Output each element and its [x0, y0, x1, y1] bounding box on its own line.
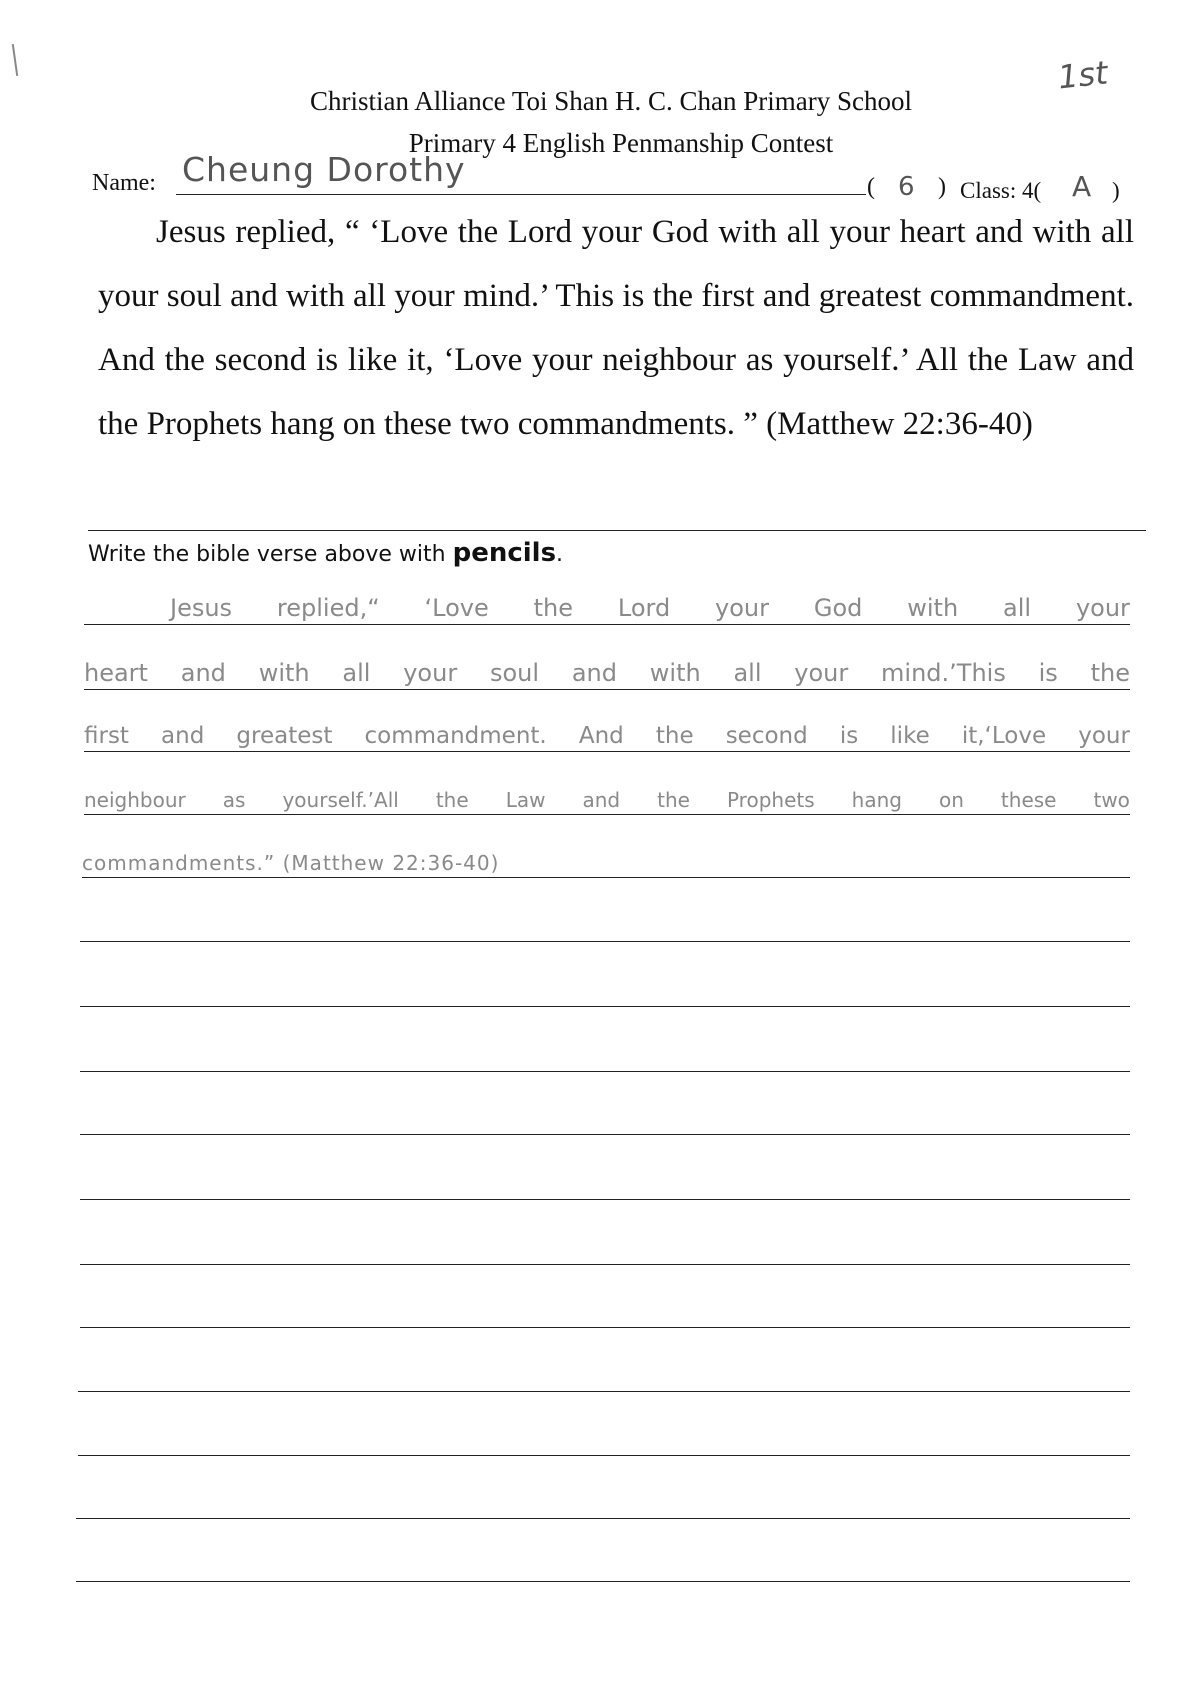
handwritten-word: yourself.’All: [282, 788, 399, 812]
handwritten-line-text: commandments.” (Matthew 22:36-40): [82, 851, 500, 875]
handwritten-word: is: [839, 723, 859, 749]
class-label: Class: 4(: [960, 178, 1042, 203]
writing-line: [80, 1010, 1130, 1072]
handwritten-word: your: [403, 659, 458, 687]
instruction-suffix: .: [556, 542, 564, 567]
writing-line: [80, 880, 1130, 942]
writing-line: [80, 1203, 1130, 1265]
handwritten-word: all: [1003, 594, 1032, 622]
school-name: Christian Alliance Toi Shan H. C. Chan Primary School: [309, 86, 913, 116]
handwritten-word: and: [571, 659, 617, 687]
handwritten-word: your: [1078, 723, 1130, 749]
handwritten-word: and: [180, 659, 226, 687]
handwritten-word: And: [578, 723, 624, 749]
writing-line: [84, 563, 1130, 625]
handwritten-word: two: [1093, 788, 1130, 812]
rank-mark: 1st: [1056, 53, 1110, 97]
handwritten-word: your: [715, 594, 770, 622]
writing-line: [84, 628, 1130, 690]
handwritten-word: heart: [84, 659, 148, 687]
name-value: Cheung Dorothy: [182, 150, 466, 189]
writing-line: [84, 690, 1130, 752]
handwritten-word: replied,“: [276, 594, 380, 622]
handwritten-word: hang: [851, 788, 902, 812]
handwritten-word: as: [222, 788, 246, 812]
writing-line: [82, 816, 1130, 878]
handwritten-word: Prophets: [726, 788, 815, 812]
handwritten-word: God: [813, 594, 863, 622]
handwritten-line-text: [84, 723, 1130, 749]
writing-line: [76, 1457, 1130, 1519]
class-close-paren: ): [1112, 178, 1120, 203]
handwritten-word: your: [1075, 594, 1130, 622]
handwritten-line-text: [84, 659, 1130, 687]
handwritten-line-text: [84, 788, 1130, 812]
corner-pen-mark: [12, 44, 18, 76]
index-open-paren: (: [867, 174, 875, 200]
name-field-line: [176, 194, 866, 195]
handwritten-word: the: [655, 723, 694, 749]
handwritten-word: with: [907, 594, 959, 622]
handwritten-word: with: [258, 659, 310, 687]
handwritten-word: and: [161, 723, 205, 749]
writing-line: [80, 1138, 1130, 1200]
writing-line: [76, 1520, 1130, 1582]
handwritten-word: first: [84, 723, 129, 749]
handwritten-word: Law: [505, 788, 546, 812]
handwritten-word: is: [1038, 659, 1058, 687]
handwritten-word: like: [890, 723, 930, 749]
writing-line: [78, 1394, 1130, 1456]
handwritten-word: the: [1090, 659, 1130, 687]
handwritten-word: ‘Love: [424, 594, 489, 622]
handwritten-word: all: [733, 659, 762, 687]
handwritten-word: the: [533, 594, 574, 622]
section-divider: [88, 530, 1146, 531]
writing-line: [78, 1330, 1130, 1392]
handwritten-word: greatest: [236, 723, 333, 749]
handwritten-word: Jesus: [170, 594, 233, 622]
handwritten-word: soul: [489, 659, 540, 687]
instruction-emphasis: pencils: [452, 538, 557, 568]
contest-title: Primary 4 English Penmanship Contest: [408, 128, 834, 158]
name-label: Name:: [92, 170, 156, 196]
handwritten-word: it,‘Love: [961, 723, 1047, 749]
handwritten-word: on: [938, 788, 964, 812]
handwritten-word: these: [1000, 788, 1057, 812]
handwritten-word: and: [582, 788, 621, 812]
handwritten-word: the: [435, 788, 469, 812]
writing-line: [80, 945, 1130, 1007]
handwritten-word: the: [657, 788, 690, 812]
handwritten-word: your: [794, 659, 849, 687]
handwritten-word: neighbour: [84, 788, 186, 812]
handwritten-word: mind.’This: [881, 659, 1006, 687]
handwritten-word: Lord: [617, 594, 671, 622]
handwritten-word: with: [649, 659, 701, 687]
writing-line: [80, 1266, 1130, 1328]
student-info-row: [92, 152, 1142, 202]
index-number: 6: [898, 172, 915, 202]
handwritten-line-text: [84, 594, 1130, 622]
writing-line: [80, 1073, 1130, 1135]
handwritten-word: commandment.: [364, 723, 547, 749]
instruction-prefix: Write the bible verse above with: [88, 542, 446, 567]
class-value: A: [1072, 170, 1092, 203]
index-close-paren: ): [938, 174, 946, 200]
bible-verse: Jesus replied, “ ‘Love the Lord your God with all your heart and with all your soul and with all your mind.’ This is the first and greatest commandment. And the second is like it, ‘Love your neighbour as yourself.’ All the Law and the Prophets hang on these two commandments. ” (Matthew 22:36-40): [98, 214, 1134, 442]
handwritten-word: all: [342, 659, 371, 687]
handwritten-word: second: [725, 723, 808, 749]
writing-line: [84, 753, 1130, 815]
